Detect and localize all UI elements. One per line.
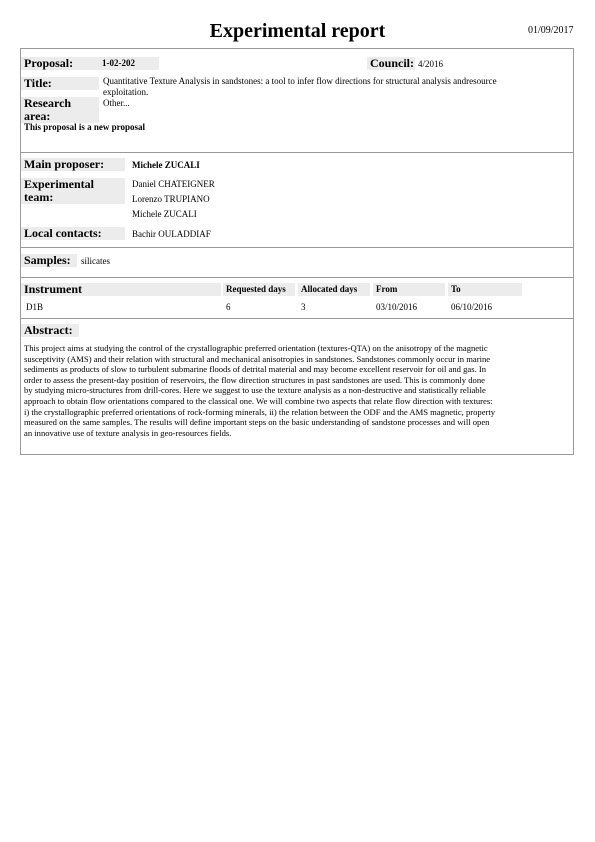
report-date: 01/09/2017 <box>528 25 574 36</box>
council-value: 4/2016 <box>418 59 444 69</box>
from-header: From <box>373 283 445 296</box>
to-header: To <box>448 283 522 296</box>
abstract-line: an innovative use of texture analysis in geo-resources fields. <box>24 427 232 438</box>
abstract-line: measured on the same samples. The results will define important steps on the basic understanding of sandstone processes and will open <box>24 417 490 428</box>
main-proposer-label: Main proposer: <box>21 158 125 171</box>
abstract-line: approach to obtain flow orientations compared to the classical one. We will combine two aspects that relate flow direction with textures: <box>24 395 493 406</box>
samples-label: Samples: <box>21 254 77 267</box>
local-contacts-label: Local contacts: <box>21 227 125 240</box>
abstract-label: Abstract: <box>21 324 79 337</box>
allocated-days-cell: 3 <box>301 302 306 312</box>
research-area-label: Research area: <box>21 97 99 123</box>
team-member: Michele ZUCALI <box>132 209 197 219</box>
local-contact-value: Bachir OULADDIAF <box>132 229 211 239</box>
abstract-line: sediments as products of slow to turbulent submarine floods of detrital material and may become excellent reservoir for oil and gas. In <box>24 364 487 375</box>
team-member: Daniel CHATEIGNER <box>132 179 215 189</box>
main-proposer-value: Michele ZUCALI <box>132 160 200 170</box>
experimental-team-label: Experimental team: <box>21 178 125 204</box>
requested-days-header: Requested days <box>223 283 295 296</box>
title-label: Title: <box>21 77 99 90</box>
instrument-cell: D1B <box>26 302 44 312</box>
abstract-line: order to assess the present-day position of reservoirs, the flow direction structures in past sandstones are used. This is commonly done <box>24 374 485 385</box>
abstract-line: This project aims at studying the control of the crystallographic preferred orientation (textures-QTA) on the anisotropy of the magnetic <box>24 343 488 353</box>
new-proposal-note: This proposal is a new proposal <box>24 122 145 132</box>
from-date-cell: 03/10/2016 <box>376 302 418 312</box>
abstract-line: by studying micro-structures from drill-cores. Here we suggest to use the texture analysis as a non-destructive and statistically reliable <box>24 385 486 396</box>
council-label: Council: <box>367 57 415 70</box>
abstract-body <box>24 343 575 438</box>
proposal-title-line2: exploitation. <box>103 87 149 97</box>
allocated-days-header: Allocated days <box>298 283 370 296</box>
to-date-cell: 06/10/2016 <box>451 302 493 312</box>
requested-days-cell: 6 <box>226 302 231 312</box>
abstract-line: i) the crystallographic preferred orientations of rock-forming minerals, ii) the relation between the ODF and the AMS magnetic, property <box>24 406 496 417</box>
instrument-header: Instrument <box>21 283 221 296</box>
samples-value: silicates <box>81 256 110 266</box>
abstract-line: susceptivity (AMS) and their relation with structural and mechanical anisotropies in sandstones. Sandstones commonly occur in marine <box>24 353 491 364</box>
proposal-title-line1: Quantitative Texture Analysis in sandstones: a tool to infer flow directions for structural analysis andresource <box>103 76 497 86</box>
proposal-number: 1-02-202 <box>99 57 159 70</box>
proposal-label: Proposal: <box>21 57 99 70</box>
team-member: Lorenzo TRUPIANO <box>132 194 210 204</box>
page-title: Experimental report <box>209 20 386 42</box>
research-area-value: Other... <box>103 98 130 108</box>
